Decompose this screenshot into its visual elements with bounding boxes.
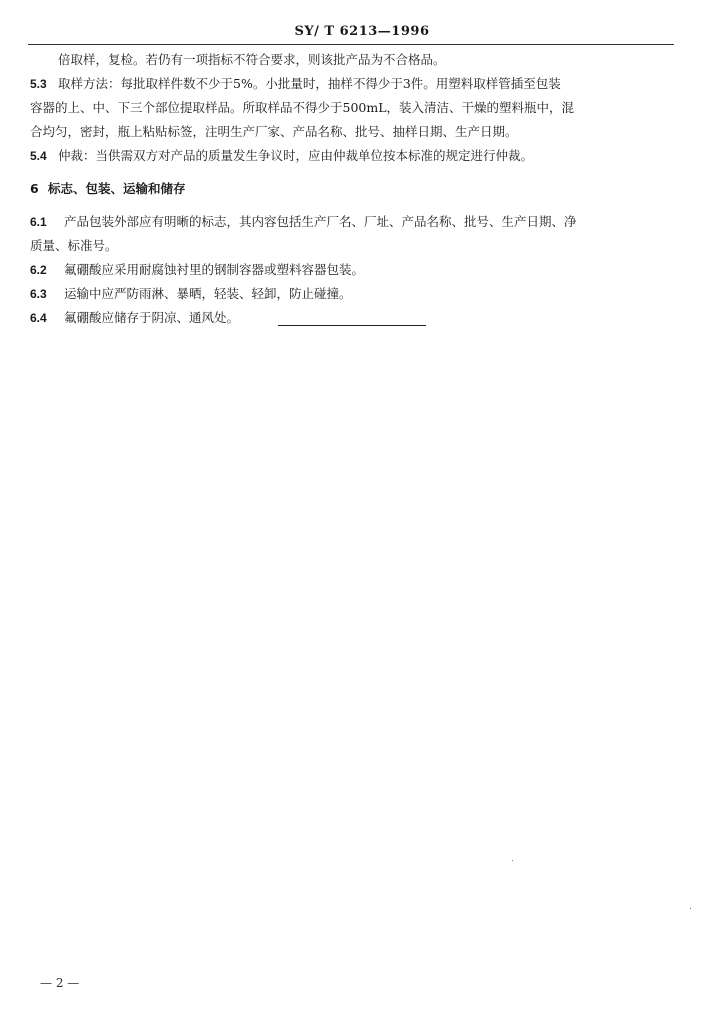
clause-text: 取样方法：每批取样件数不少于5%。小批量时，抽样不得少于3件。用塑料取样管插至包装 [58,76,561,91]
clause-5-4 [30,144,678,168]
clause-text: 氟硼酸应储存于阴凉、通风处。 [64,310,240,325]
clause-text: 合均匀，密封，瓶上粘贴标签，注明生产厂家、产品名称、批号、抽样日期、生产日期。 [30,124,518,139]
clause-text: 产品包装外部应有明晰的标志，其内容包括生产厂名、厂址、产品名称、批号、生产日期、净 [64,214,577,229]
scan-speck [690,908,691,909]
page-number: — 2 — [40,976,80,990]
clause-6-3 [30,282,678,306]
clause-number: 6.4 [30,311,47,325]
clause-text: 容器的上、中、下三个部位提取样品。所取样品不得少于500mL，装入清洁、干燥的塑料瓶中，混 [30,100,575,115]
clause-6-4 [30,306,678,330]
header-divider [28,44,674,45]
clause-number: 6.3 [30,287,47,301]
section-number: 6 [30,181,39,196]
clause-line [30,96,678,120]
section-heading-6 [30,177,678,201]
clause-text: 倍取样，复检。若仍有一项指标不符合要求，则该批产品为不合格品。 [58,52,446,67]
scan-speck [512,860,513,861]
clause-6-1 [30,210,678,234]
clause-text: 运输中应严防雨淋、暴晒，轻装、轻卸，防止碰撞。 [64,286,352,301]
clause-text: 氟硼酸应采用耐腐蚀衬里的钢制容器或塑料容器包装。 [64,262,365,277]
document-body [30,48,678,330]
clause-text: 仲裁：当供需双方对产品的质量发生争议时，应由仲裁单位按本标准的规定进行仲裁。 [58,148,534,163]
end-of-text-rule [278,325,426,326]
section-title: 标志、包装、运输和储存 [48,181,186,196]
clause-number: 5.4 [30,149,47,163]
clause-line [30,48,678,72]
clause-number: 5.3 [30,77,47,91]
clause-number: 6.2 [30,263,47,277]
clause-number: 6.1 [30,215,47,229]
clause-line [30,120,678,144]
clause-6-2 [30,258,678,282]
clause-line [30,234,678,258]
clause-5-3 [30,72,678,96]
clause-text: 质量、标准号。 [30,238,118,253]
document-code-header: SY/ T 6213—1996 [294,24,430,39]
